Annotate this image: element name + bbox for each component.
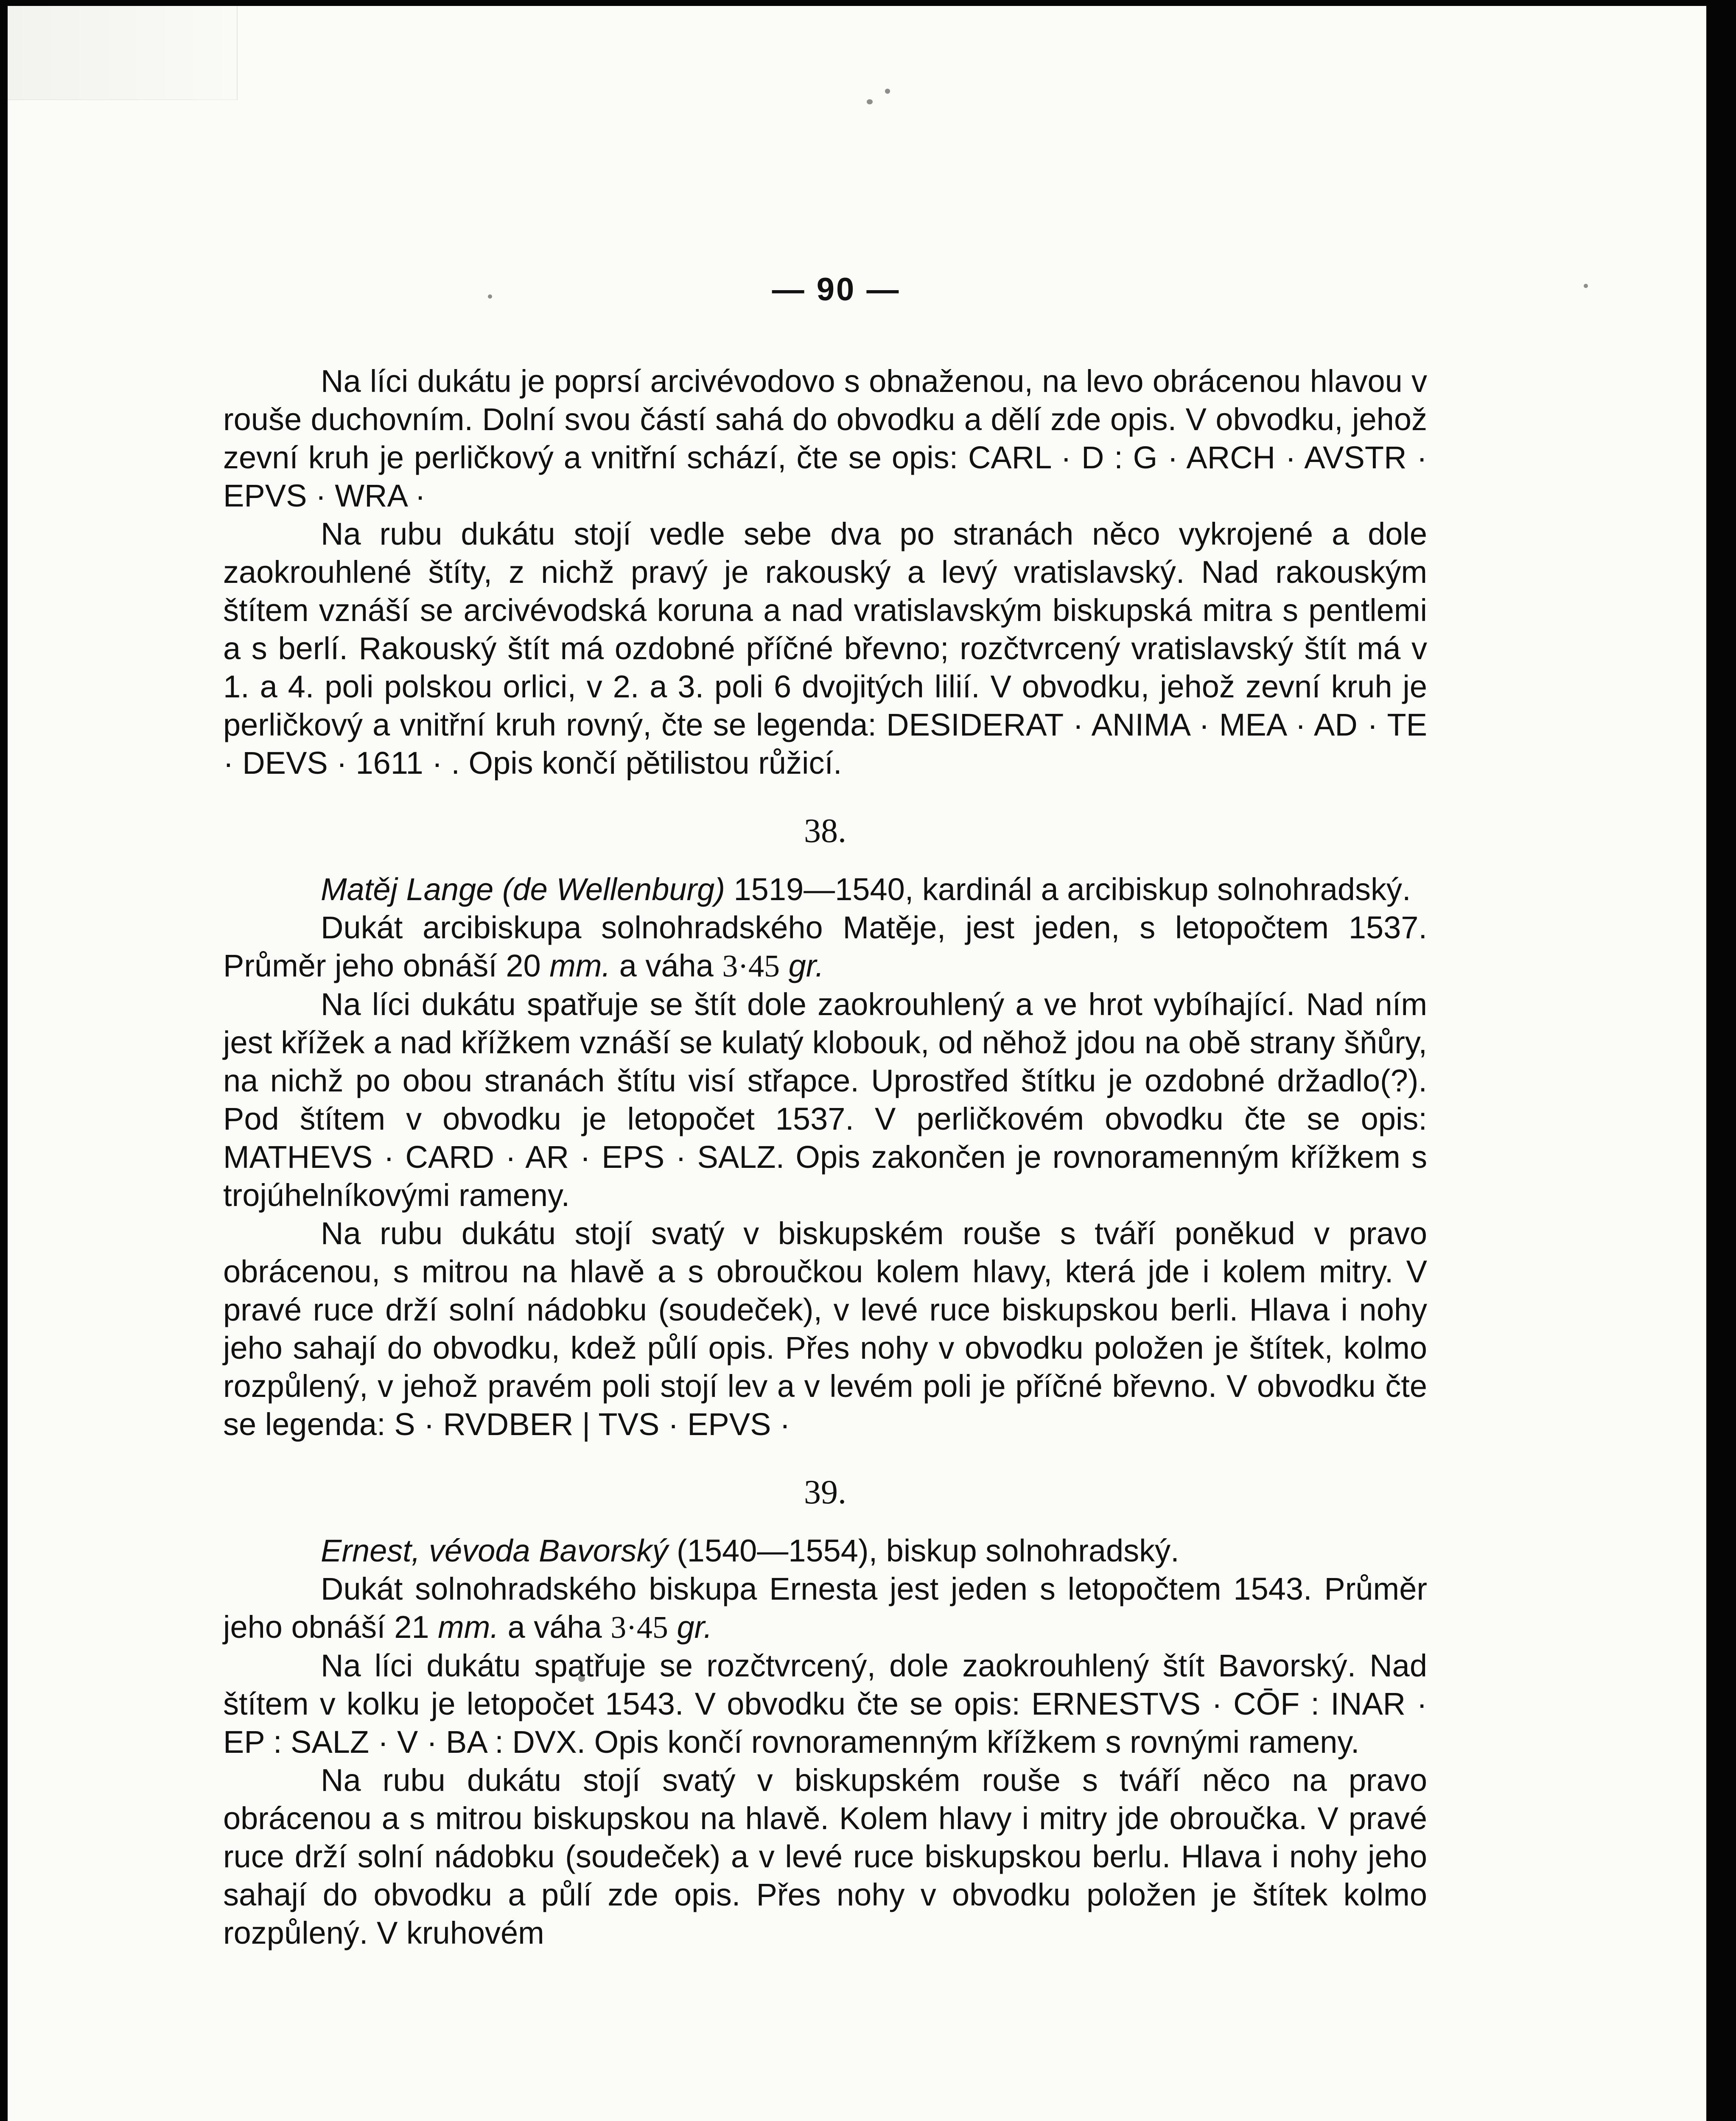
- section-39-title-name: Ernest, vévoda Bavorský: [321, 1533, 668, 1568]
- section-39: [223, 1473, 1427, 1952]
- section-38-gram: gr.: [780, 948, 824, 983]
- section-38-title-name: Matěj Lange (de Wellenburg): [321, 872, 725, 907]
- section-39-ducat-text: Dukát solnohradského biskupa Ernesta jest jeden s letopočtem 1543. Průměr jeho obnáší 21: [223, 1571, 1427, 1645]
- intro-paragraph-reverse: Na rubu dukátu stojí vedle sebe dva po stranách něco vykrojené a dole zaokrouhlené štíty, z nichž pravý je rakouský a levý vratislavský. Nad rakouským štítem vznáší se arcivévodská koruna a nad vratislavským biskupská mitra s pentlemi a s berlí. Rakouský štít má ozdobné příčné břevno; rozčtvrcený vratislavský štít má v 1. a 4. poli polskou orlici, v 2. a 3. poli 6 dvojitých lilií. V obvodku, jehož zevní kruh je perličkový a vnitřní kruh rovný, čte se legenda: DESIDERAT · ANIMA · MEA · AD · TE · DEVS · 1611 · . Opis končí pětilistou růžicí.: [223, 516, 1427, 781]
- section-38-ducat-description: [223, 909, 1427, 985]
- section-39-obverse: Na líci dukátu spatřuje se rozčtvrcený, dole zaokrouhlený štít Bavorský. Nad štítem v kolku je letopočet 1543. V obvodku čte se opis: ERNESTVS · CŌF : INAR · EP : SALZ · V · BA : DVX. Opis končí rovnoramenným křížkem s rovnými rameny.: [223, 1648, 1427, 1760]
- section-39-title: [223, 1532, 1427, 1570]
- intro-section: [223, 362, 1427, 782]
- scan-edge-mark: [8, 6, 238, 100]
- section-39-gram: gr.: [668, 1609, 713, 1645]
- section-38-obverse: Na líci dukátu spatřuje se štít dole zaokrouhlený a ve hrot vybíhající. Nad ním jest křížek a nad křížkem vznáší se kulatý klobouk, od něhož jdou na obě strany šňůry, na nichž po obou stranách štítu visí střapce. Uprostřed štítku je ozdobné držadlo(?). Pod štítem v obvodku je letopočet 1537. V perličkovém obvodku čte se opis: MATHEVS · CARD · AR · EPS · SALZ. Opis zakončen je rovnoramenným křížkem s trojúhelníkovými rameny.: [223, 987, 1427, 1213]
- main-text: [223, 362, 1427, 1952]
- section-38-mm: mm.: [549, 948, 611, 983]
- section-39-mm: mm.: [438, 1609, 499, 1645]
- section-39-title-rest: (1540—1554), biskup solnohradský.: [668, 1533, 1179, 1568]
- intro-paragraph-obverse: Na líci dukátu je poprsí arcivévodovo s obnaženou, na levo obrácenou hlavou v rouše duchovním. Dolní svou částí sahá do obvodku a dělí zde opis. V obvodku, jehož zevní kruh je perličkový a vnitřní schází, čte se opis: CARL · D : G · ARCH · AVSTR · EPVS · WRA ·: [223, 364, 1427, 513]
- document-page: [8, 6, 1706, 2121]
- page-number: — 90 —: [772, 271, 901, 308]
- section-39-weight: 3·45: [610, 1610, 668, 1645]
- section-number-39: 39.: [804, 1474, 846, 1511]
- scan-speck: [885, 89, 890, 94]
- section-38-reverse: Na rubu dukátu stojí svatý v biskupském rouše s tváří poněkud v pravo obrácenou, s mitrou na hlavě a s obroučkou kolem hlavy, která jde i kolem mitry. V pravé ruce drží solní nádobku (soudeček), v levé ruce biskupskou berli. Hlava i nohy jeho sahají do obvodku, kdež půlí opis. Přes nohy v obvodku položen je štítek, kolmo rozpůlený, v jehož pravém poli stojí lev a v levém poli je příčné břevno. V obvodku čte se legenda: S · RVDBER | TVS · EPVS ·: [223, 1216, 1427, 1442]
- section-38-title: [223, 870, 1427, 909]
- section-38-title-rest: 1519—1540, kardinál a arcibiskup solnohradský.: [725, 872, 1411, 907]
- section-39-ducat-description: [223, 1570, 1427, 1647]
- scan-speck: [867, 99, 873, 104]
- scan-speck: [1584, 284, 1588, 288]
- section-39-weight-label: a váha: [498, 1609, 611, 1645]
- section-number-38: 38.: [804, 812, 846, 850]
- section-38-ducat-text: Dukát arcibiskupa solnohradského Matěje, jest jeden, s letopočtem 1537. Průměr jeho obnáší 20: [223, 910, 1427, 983]
- section-39-reverse: Na rubu dukátu stojí svatý v biskupském rouše s tváří něco na pravo obrácenou a s mitrou biskupskou na hlavě. Kolem hlavy i mitry jde obroučka. V pravé ruce drží solní nádobku (soudeček) a v levé ruce biskupskou berlu. Hlava i nohy jeho sahají do obvodku a půlí zde opis. Přes nohy v obvodku položen je štítek kolmo rozpůlený. V kruhovém: [223, 1763, 1427, 1950]
- scan-speck: [488, 294, 492, 299]
- section-38-weight-label: a váha: [610, 948, 722, 983]
- section-38: [223, 812, 1427, 1444]
- section-38-weight: 3·45: [722, 949, 780, 984]
